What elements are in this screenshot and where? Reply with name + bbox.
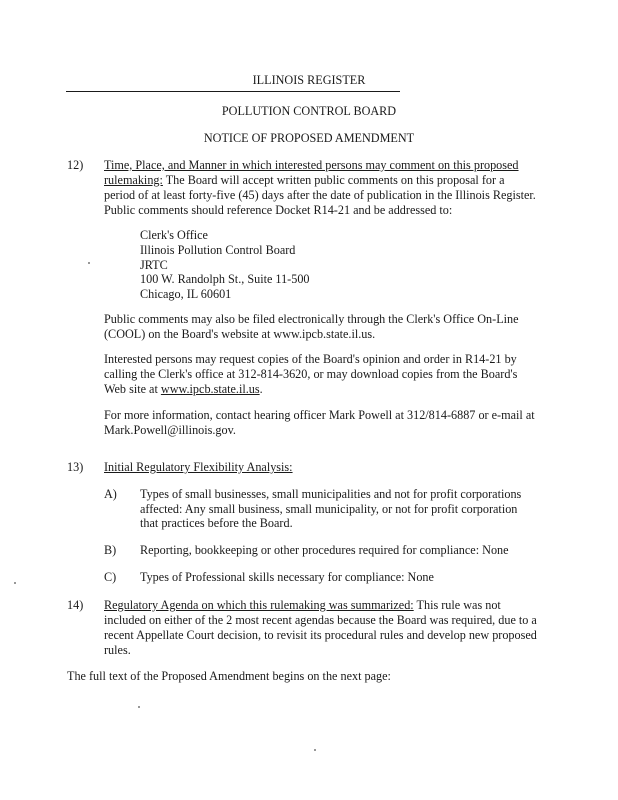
item-12-heading [104,158,519,172]
item-13a-label: A) [104,487,117,501]
item-13b-text: Reporting, bookkeeping or other procedures required for compliance: None [140,543,509,557]
item-12-para2-line: Public comments may also be filed electronically through the Clerk's Office On-Line [104,312,519,326]
para3-prefix: Web site at [104,382,161,396]
item-13-heading: Initial Regulatory Flexibility Analysis: [104,460,293,474]
scan-speck [88,262,90,264]
item-14-line: rules. [104,643,131,657]
item-14-line1-rest: This rule was not [413,598,501,612]
para3-suffix: . [259,382,263,396]
item-12-para4-line: Mark.Powell@illinois.gov. [104,423,236,437]
scan-speck [314,749,316,751]
item-13a-line: affected: Any small business, small municipality, or not for profit corporation [140,502,518,516]
item-13b-label: B) [104,543,117,557]
header-rule [66,91,400,92]
item-12-heading-line2: rulemaking: [104,173,163,187]
item-13c-text: Types of Professional skills necessary for compliance: None [140,570,434,584]
item-12-para3-line: Interested persons may request copies of the Board's opinion and order in R14-21 by [104,352,517,366]
item-12-body-line2: period of at least forty-five (45) days after the date of publication in the Illinois Register. [104,188,536,202]
address-line: Chicago, IL 60601 [140,287,232,301]
item-13-number: 13) [67,460,84,474]
notice-title: NOTICE OF PROPOSED AMENDMENT [203,131,415,145]
item-12-body-line3: Public comments should reference Docket R14-21 and be addressed to: [104,203,453,217]
item-12-number: 12) [67,158,84,172]
item-13a-line: Types of small businesses, small municipalities and not for profit corporations [140,487,522,501]
item-12-para3-line [104,382,263,396]
register-title: ILLINOIS REGISTER [252,73,366,87]
item-14-line: recent Appellate Court decision, to revisit its procedural rules and develop new proposed [104,628,537,642]
item-12-para2-line: (COOL) on the Board's website at www.ipcb.state.il.us. [104,327,376,341]
item-13c-label: C) [104,570,117,584]
item-14-heading: Regulatory Agenda on which this rulemaking was summarized: [104,598,414,612]
item-12-para4-line: For more information, contact hearing officer Mark Powell at 312/814-6887 or e-mail at [104,408,535,422]
address-line: Clerk's Office [140,228,208,242]
scan-speck [138,706,140,708]
item-12-body-line1-rest: The Board will accept written public comments on this proposal for a [162,173,505,187]
address-line: Illinois Pollution Control Board [140,243,296,257]
address-line: 100 W. Randolph St., Suite 11-500 [140,272,310,286]
agency-title: POLLUTION CONTROL BOARD [221,104,397,118]
address-line: JRTC [140,258,168,272]
board-website-link[interactable]: www.ipcb.state.il.us [160,382,260,396]
item-14-number: 14) [67,598,84,612]
closing-sentence: The full text of the Proposed Amendment begins on the next page: [67,669,391,683]
item-14-line: included on either of the 2 most recent agendas because the Board was required, due to a [104,613,537,627]
scan-speck [14,582,16,584]
item-12-body-line1 [104,173,505,187]
item-14-line1 [104,598,501,612]
item-12-heading-line1: Time, Place, and Manner in which interested persons may comment on this proposed [104,158,519,172]
item-13a-line: that practices before the Board. [140,516,293,530]
item-12-para3-line: calling the Clerk's office at 312-814-3620, or may download copies from the Board's [104,367,518,381]
